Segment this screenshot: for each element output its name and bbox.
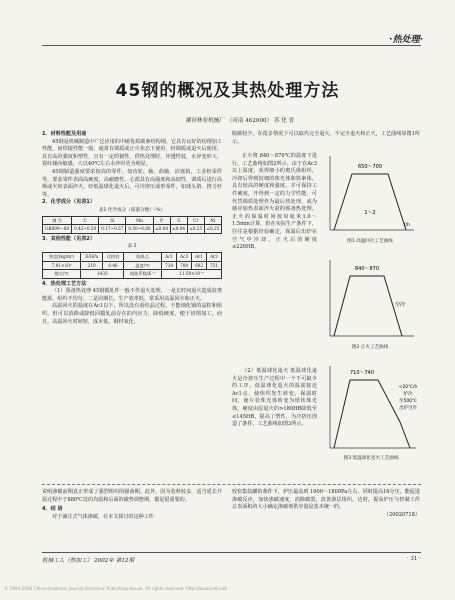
figure-3-target-label: 至500℃ xyxy=(399,399,417,404)
section-divider xyxy=(42,484,421,485)
header-rule xyxy=(42,45,421,46)
figure-2-temp-label: 840～870 xyxy=(354,266,380,272)
table-header: Ac1 xyxy=(162,252,177,261)
table-cell: 0.42~0.50 xyxy=(72,225,99,234)
paragraph: 脱碳较少，在很多情况下可以取代完全退火。不完全退火和正火，工艺曲线如图1所示。 xyxy=(232,131,420,145)
table-header-row xyxy=(43,252,222,261)
figure-1-temp-label: 650～700 xyxy=(357,164,383,170)
article-title: 45钢的概况及其热处理方法 xyxy=(115,81,340,101)
section-heading-3: 3．其他性能（见表2） xyxy=(42,235,95,242)
table-header: Si xyxy=(99,216,126,225)
figure-2 xyxy=(322,256,418,354)
figure-3 xyxy=(322,362,420,474)
composition-table xyxy=(42,216,222,234)
table-header: Ar1 xyxy=(192,252,207,261)
table-header: 钢 号 xyxy=(43,216,72,225)
section-heading-4: 4．热处理工艺方法 xyxy=(42,280,87,287)
table-cell: ≤0.04 xyxy=(153,225,170,234)
figure-3-caption: 图3 低温球化退火工艺曲线 xyxy=(343,456,399,461)
figure-3-furnace-label: 炉冷 xyxy=(403,392,413,397)
table-header: 密度/(kg/m³) xyxy=(43,252,81,261)
figure-1-caption: 图1 高温回火工艺曲线 xyxy=(347,239,393,244)
table-header: 临界点 xyxy=(124,252,162,261)
paragraph: 较密集装罐的条件下，炉压最高到 1600～1800Pa左右，同时提高16分压，能促进渗碳反应，加快渗碳速度，消除碳黑，改善渗层组织。达时，提高炉压与控制工件总表面积的大小确定渗碳剂供应量是基本统一的。 xyxy=(232,489,420,511)
paragraph: （2）低温球化退火 低温球化退火是冷挤压生产过程中一个不可缺少的工序。低温球化退火的温度接近Ac1点，使组织发生转变，保温时间，使片状珠光体转变为球状珠光体，硬度由原退火的>180HB降低至≤145HB，提高了塑性，为冷挤压创造了条件，工艺曲线如图3所示。 xyxy=(232,368,317,428)
table-cell: ≤0.25 xyxy=(187,225,204,234)
table-row xyxy=(43,261,222,270)
table-cell: 7.81×10³ xyxy=(43,261,81,270)
table-header: E/GPa xyxy=(81,252,103,261)
table-row xyxy=(43,270,222,279)
right-column-spheroidize xyxy=(232,368,317,429)
table-cell: 682 xyxy=(192,261,207,270)
section-heading-2: 2．化学成分（见表1） xyxy=(42,199,95,206)
table1-caption: 表1 化学成分（质量分数）（%） xyxy=(98,207,166,213)
table-cell: 温度/℃ xyxy=(124,261,162,270)
table-cell: 1433 xyxy=(81,270,124,279)
table-header: C xyxy=(72,216,99,225)
table-header: Ni xyxy=(204,216,221,225)
table-header-row xyxy=(43,216,222,225)
table-cell: 线胀系数/K⁻¹ xyxy=(124,270,162,279)
paragraph: 正火将 840～870℃的温度下进行，工艺曲线如图2所示。由于在Ac3以上温度，获得细小的奥氏体组织，冷却后得到较细的珠光体和铁素体，具有较高的硬度和强度，并可保持工件硬度，开得到一定的力学性能，可代替调质处理作为最后热处理，或为感应加热表面淬火前的预备热处理。正火的保温时间按每毫米1.0～1.5min计算，但在实际生产条件下，往往是根据经验确定，保温后出炉在空气中冷却，正火后的硬度≤226HB。 xyxy=(232,153,317,251)
paragraph: 45钢制造强度要求较高的零件，如齿轮、轴、曲轴、活塞销，工业机零件等，要求零件表面高硬度、高耐磨性，心部具有高强度和高韧性，调质后进行高频或火焰表面淬火。经低温球化退火后，可冷挤压成形零件，如球头销、推力杆等。 xyxy=(42,168,222,198)
right-column-normalize xyxy=(232,153,317,252)
paragraph: 说明渗碳前期真正形成了强烈组织的强渗期。此外，因为装料较多，适当延长升温过程中于880℃处的均温和后面的碳势调整期，都是很重要的。 xyxy=(42,489,222,503)
figure-3-curve xyxy=(322,362,420,454)
journal-info: 机械工人（热加工） 2002年 第12期 xyxy=(42,558,135,564)
figure-3-temp-label: 710～740 xyxy=(349,370,375,376)
table-row xyxy=(43,225,222,234)
figure-2-curve xyxy=(322,256,418,342)
paragraph: 对于滴注式气体渗碳，在本文探讨的这种工件 xyxy=(52,513,154,520)
table2-caption: 表 2 xyxy=(127,244,137,250)
table-cell: ≤0.04 xyxy=(170,225,187,234)
table-cell: 0.46 xyxy=(102,261,123,270)
table-header: Ar3 xyxy=(207,252,222,261)
section-tag: ·热处理· xyxy=(389,35,423,45)
copyright-line: © 1994-2006 China Academic Journal Electronic Publishing House. All rights reserved. http://www.cnki.net xyxy=(4,586,227,591)
table-cell: 751 xyxy=(207,261,222,270)
figure-1-time-label: 1～2 xyxy=(364,210,376,216)
figure-2-caption: 图2 正火工艺曲线 xyxy=(351,345,389,350)
paragraph: 高温回火的温度在Ac1以下，所以没有重结晶过程，不能细化钢的晶粒和组织，但可以消除或降低回锻轧前存在的内应力，降低硬度，便于切削加工。而且，高温回火时间短，成本低，钢材氧化， xyxy=(42,303,222,325)
footer-rule xyxy=(42,552,421,553)
right-column-intro xyxy=(232,131,420,146)
figure-3-aircool-label: 出炉空冷 xyxy=(399,406,417,411)
figure-3-rate-label: <20℃/h xyxy=(398,385,418,390)
left-column xyxy=(42,131,222,326)
table-header: Cr xyxy=(187,216,204,225)
table-cell: ≤0.25 xyxy=(204,225,221,234)
table-cell: 210 xyxy=(81,261,103,270)
table-header: 比热容 xyxy=(102,252,123,261)
figure-1-axis-unit: t/h xyxy=(403,223,410,228)
received-date: （20020718） xyxy=(383,511,420,518)
bottom-right-column xyxy=(232,489,420,519)
figure-1-curve xyxy=(322,152,418,236)
table-cell: 熔点/℃ xyxy=(43,270,81,279)
table-cell: 0.50~0.80 xyxy=(126,225,153,234)
section-heading-1: 1．材料性能及用途 xyxy=(42,131,87,137)
properties-table xyxy=(42,252,222,279)
table-header: P xyxy=(153,216,170,225)
table-cell: 780 xyxy=(177,261,192,270)
table-cell: 11.59×10⁻⁶ xyxy=(162,270,222,279)
table-header: S xyxy=(170,216,187,225)
table-cell: GB699—88 xyxy=(43,225,72,234)
table-header: Mn xyxy=(126,216,153,225)
paragraph: 45钢是机械制造中广泛应用的中碳优质碳素结构钢。它具有良好的切削加工性能，而焊接性能一般，通常有调质或正火状态下使用，经调质或退火后使用。具有高的强度和塑性，且有一定的韧性。供热处理时，淬透性低，水淬变形大、裂纹倾向敏感，大以40℃左右水淬时更为明显。 xyxy=(42,138,222,168)
bottom-left-column xyxy=(42,489,222,521)
paragraph: （1）预备热处理 45钢锻轧件一般不作退火处理，一是长时间退火造成浪费能源，组织不均匀，二是周期长、生产效率低，常采用高温回火和正火。 xyxy=(42,288,222,302)
author-line: 漯河林业机械厂 （河南 462000） 苏 化 普 xyxy=(185,118,295,124)
table-cell: 724 xyxy=(162,261,177,270)
page-number: · 31 · xyxy=(406,556,421,562)
table-header: Ac3 xyxy=(177,252,192,261)
conclusion-heading: 4．结 语 xyxy=(42,506,63,513)
figure-1 xyxy=(322,152,418,248)
figure-2-cool-label: 空冷 xyxy=(394,302,406,308)
table-cell: 0.17~0.37 xyxy=(99,225,126,234)
